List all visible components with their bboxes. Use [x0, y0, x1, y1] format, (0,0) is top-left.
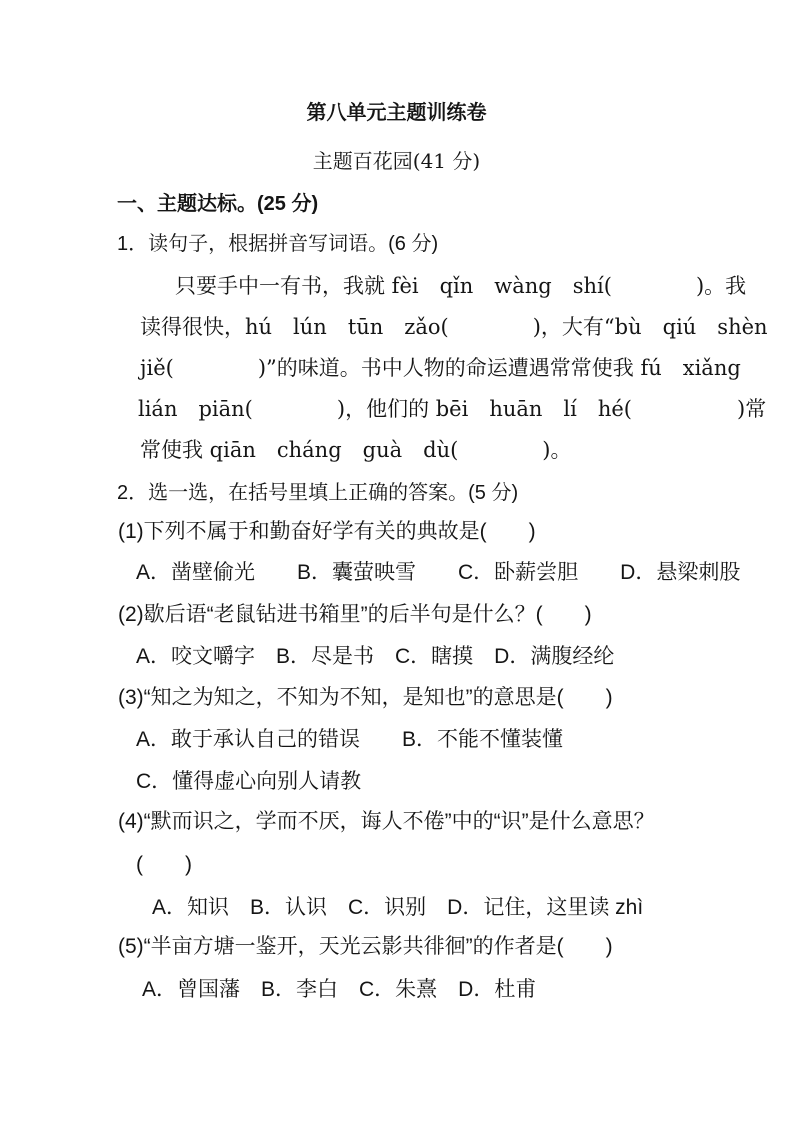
- section-heading: 一、主题达标。(25 分): [117, 193, 319, 215]
- q2-sub4-question: (4)“默而识之，学而不厌，诲人不倦”中的“识”是什么意思？: [118, 810, 655, 833]
- q1-passage-line-2: 读得很快，hú lún tūn zǎo( )，大有“bù qiú shèn: [140, 315, 768, 339]
- q1-passage-line-4: lián piān( )，他们的 bēi huān lí hé( )常: [138, 397, 767, 421]
- q1-passage-line-5: 常使我 qiān cháng guà dù( )。: [140, 438, 572, 462]
- q2-sub2-options: A．咬文嚼字 B．尽是书 C．瞎摸 D．满腹经纶: [136, 645, 615, 668]
- q2-sub2-question: (2)歇后语“老鼠钻进书箱里”的后半句是什么？( ): [118, 603, 592, 626]
- q2-sub4-options: A．知识 B．认识 C．识别 D．记住，这里读 zhì: [152, 896, 644, 919]
- q2-sub1-question: (1)下列不属于和勤奋好学有关的典故是( ): [118, 520, 536, 543]
- q2-sub1-options: A．凿壁偷光 B．囊萤映雪 C．卧薪尝胆 D．悬梁刺股: [136, 561, 741, 584]
- q2-sub4-question-cont: ( ): [136, 853, 192, 876]
- q2-sub3-option-c: C．懂得虚心向别人请教: [136, 770, 362, 793]
- q1-heading: 1．读句子，根据拼音写词语。(6 分): [117, 233, 439, 255]
- q2-heading: 2．选一选，在括号里填上正确的答案。(5 分): [117, 482, 519, 504]
- q2-sub3-question: (3)“知之为知之，不知为不知，是知也”的意思是( ): [118, 686, 613, 709]
- q2-sub5-options: A．曾国藩 B．李白 C．朱熹 D．杜甫: [142, 978, 537, 1001]
- exam-subtitle: 主题百花园(41 分): [312, 149, 481, 173]
- q2-sub5-question: (5)“半亩方塘一鉴开，天光云影共徘徊”的作者是( ): [118, 935, 613, 958]
- q1-passage-line-3: jiě( )”的味道。书中人物的命运遭遇常常使我 fú xiǎng: [140, 356, 741, 380]
- q1-passage-line-1: 只要手中一有书，我就 fèi qǐn wàng shí( )。我: [175, 274, 747, 298]
- exam-title: 第八单元主题训练卷: [306, 102, 487, 124]
- q2-sub3-options-ab: A．敢于承认自己的错误 B．不能不懂装懂: [136, 728, 564, 751]
